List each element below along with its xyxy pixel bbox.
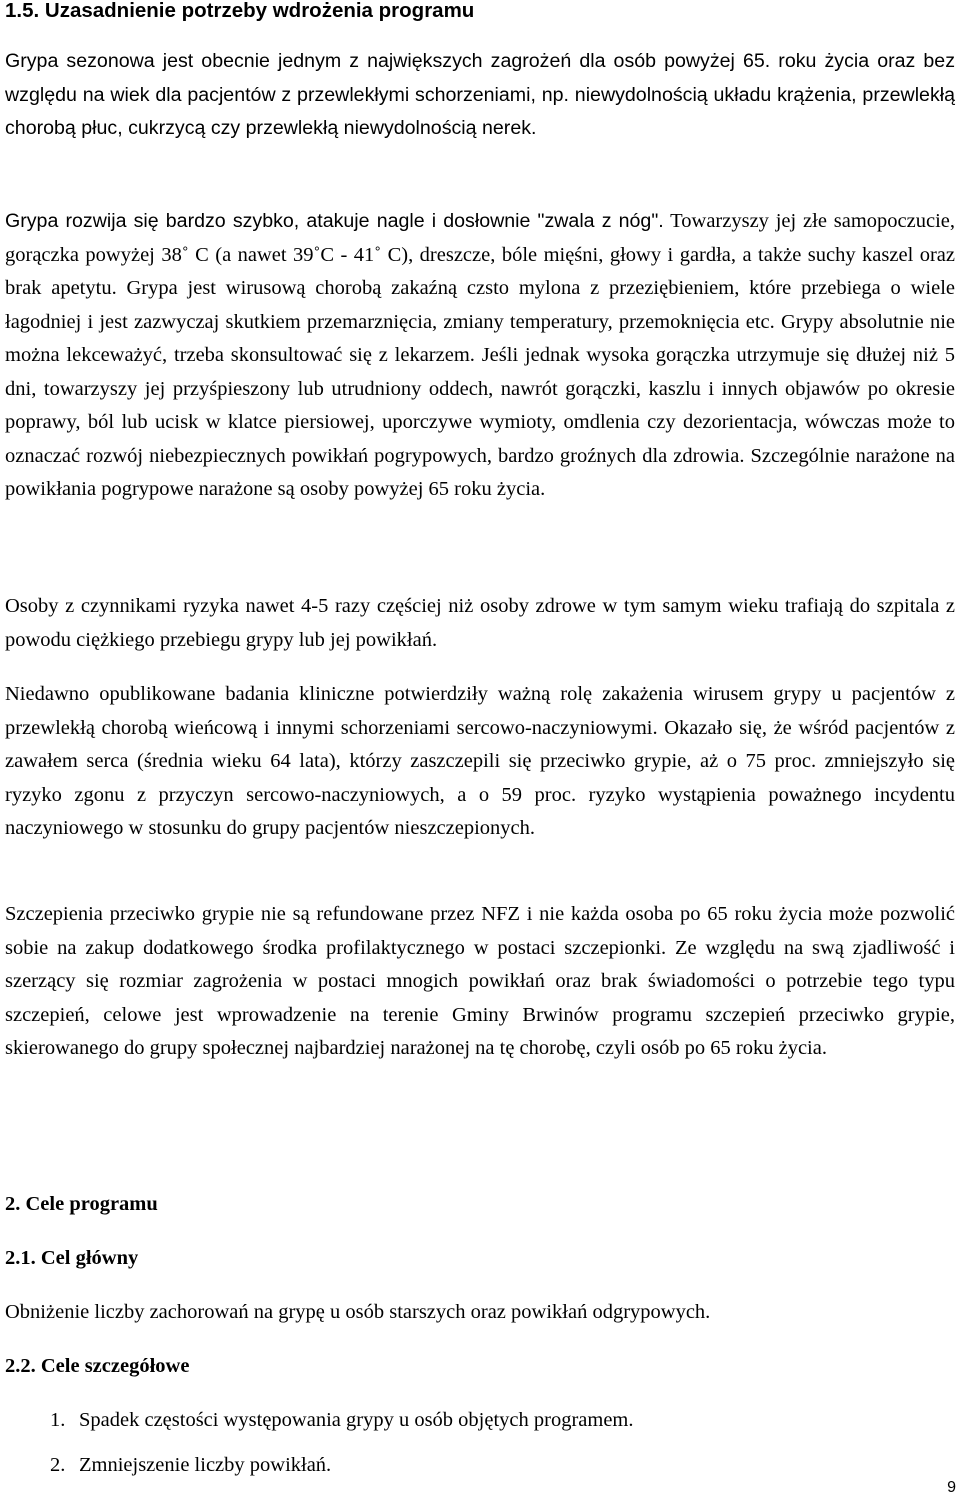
- list-item: [50, 1450, 634, 1480]
- list-item-number: 2.: [50, 1454, 66, 1476]
- paragraph-symptoms-lead: Grypa rozwija się bardzo szybko, atakuje nagle i dosłownie "zwala z nóg".: [5, 210, 664, 232]
- main-goal-text: Obniżenie liczby zachorowań na grypę u osób starszych oraz powikłań odgrypowych.: [5, 1301, 711, 1323]
- specific-goals-list: [50, 1405, 634, 1495]
- page-number: 9: [947, 1479, 956, 1496]
- heading-program-goals: 2. Cele programu: [5, 1193, 158, 1215]
- heading-main-goal: 2.1. Cel główny: [5, 1247, 139, 1269]
- paragraph-risk-factors: Osoby z czynnikami ryzyka nawet 4-5 razy częściej niż osoby zdrowe w tym samym wieku trafiają do szpitala z powodu ciężkiego przebiegu grypy lub jej powikłań.: [5, 595, 955, 651]
- paragraph-symptoms: [5, 205, 955, 507]
- list-item-text: Zmniejszenie liczby powikłań.: [79, 1454, 332, 1476]
- paragraph-symptoms-body: Towarzyszy jej złe samopoczucie, gorączka powyżej 38˚ C (a nawet 39˚C - 41˚ C), dreszcze, bóle mięśni, głowy i gardła, a także suchy kaszel oraz brak apetytu. Grypa jest wirusową chorobą zakaźną czsto mylona z przeziębieniem, które przebiega o wiele łagodniej i jest zazwyczaj skutkiem przemarznięcia, zmiany temperatury, przemoknięcia etc. Grypy absolutnie nie można lekceważyć, trzeba skonsultować się z lekarzem. Jeśli jednak wysoka gorączka utrzymuje się dłużej niż 5 dni, towarzyszy jej przyśpieszony lub utrudniony oddech, nawrót gorączki, kaszlu i innych objawów po okresie poprawy, ból lub ucisk w klatce piersiowej, uporczywe wymioty, omdlenia czy dezorientacja, wówczas może to oznaczać rozwój niebezpiecznych powikłań pogrypowych, bardzo groźnych dla zdrowia. Szczególnie narażone na powikłania pogrypowe narażone są osoby powyżej 65 roku życia.: [5, 210, 955, 500]
- list-item-text: Spadek częstości występowania grypy u osób objętych programem.: [79, 1409, 634, 1431]
- section-title: 1.5. Uzasadnienie potrzeby wdrożenia programu: [5, 0, 475, 22]
- list-item-number: 1.: [50, 1409, 66, 1431]
- paragraph-vaccination-program: Szczepienia przeciwko grypie nie są refundowane przez NFZ i nie każda osoba po 65 roku życia może pozwolić sobie na zakup dodatkowego środka profilaktycznego w postaci szczepionki. Ze względu na swą zjadliwość i szerzący się rozmiar zagrożenia w postaci mnogich powikłań oraz brak świadomości o potrzebie tego typu szczepień, celowe jest wprowadzenie na terenie Gminy Brwinów programu szczepień przeciwko grypie, skierowanego do grupy społecznej najbardziej narażonej na tę chorobę, czyli osób po 65 roku życia.: [5, 903, 955, 1059]
- list-item: [50, 1405, 634, 1435]
- paragraph-clinical-studies: Niedawno opublikowane badania kliniczne potwierdziły ważną rolę zakażenia wirusem grypy u pacjentów z przewlekłą chorobą wieńcową i innymi schorzeniami sercowo-naczyniowymi. Okazało się, że wśród pacjentów z zawałem serca (średnia wieku 64 lata), którzy zaszczepili się przeciwko grypie, aż o 75 proc. zmniejszyło się ryzyko zgonu z przyczyn sercowo-naczyniowych, a o 59 proc. ryzyko wystąpienia poważnego incydentu naczyniowego w stosunku do grupy pacjentów nieszczepionych.: [5, 683, 955, 839]
- heading-specific-goals: 2.2. Cele szczegółowe: [5, 1355, 190, 1377]
- paragraph-flu-risk: Grypa sezonowa jest obecnie jednym z największych zagrożeń dla osób powyżej 65. roku życia oraz bez względu na wiek dla pacjentów z przewlekłymi schorzeniami, np. niewydolnością układu krążenia, przewlekłą chorobą płuc, cukrzycą czy przewlekłą niewydolnością nerek.: [5, 50, 955, 139]
